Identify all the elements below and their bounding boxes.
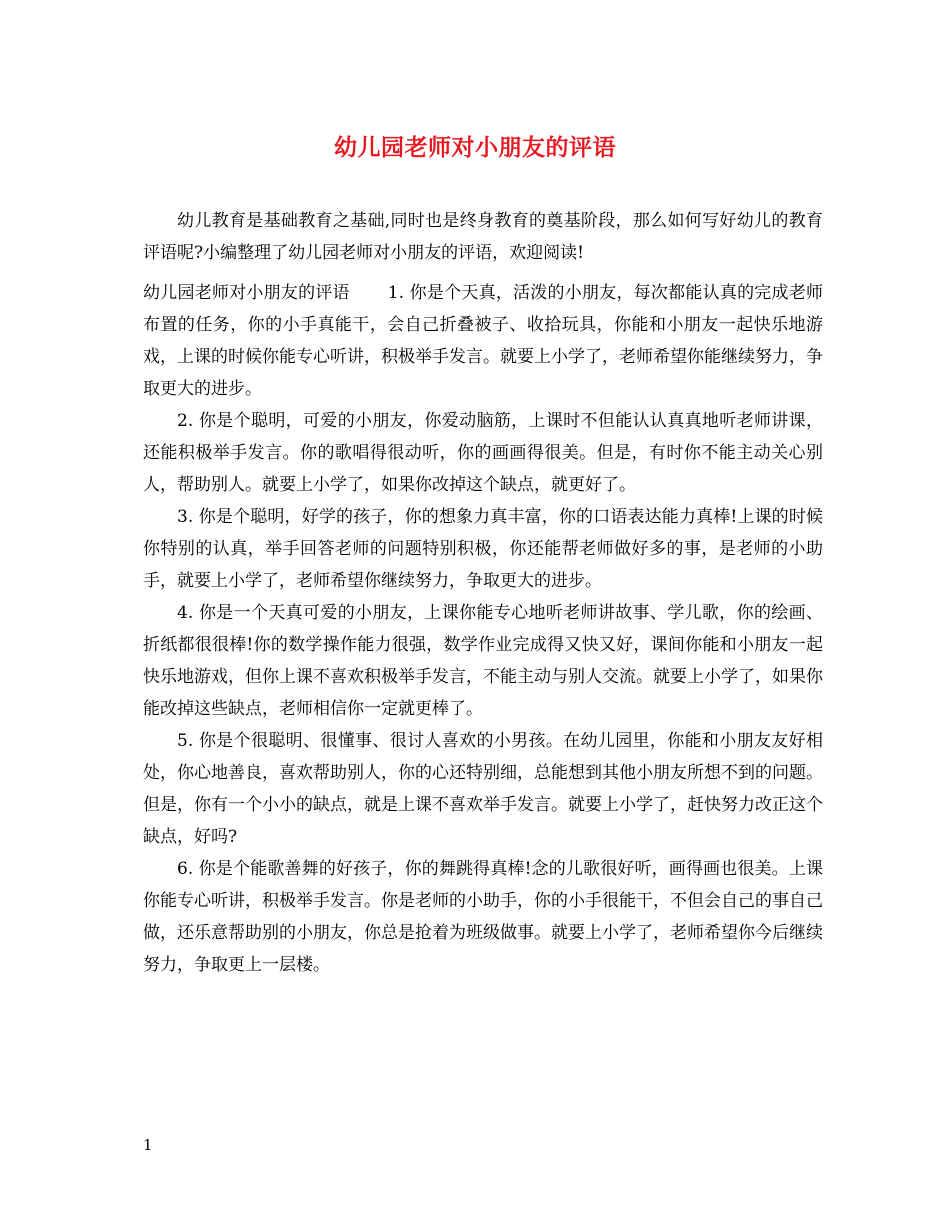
comments-section	[143, 277, 823, 981]
comment-item-3: 3. 你是个聪明，好学的孩子，你的想象力真丰富，你的口语表达能力真棒!上课的时候你特别的认真，举手回答老师的问题特别积极，你还能帮老师做好多的事，是老师的小助手，就要上小学了，老师希望你继续努力，争取更大的进步。	[143, 507, 823, 591]
section-label: 幼儿园老师对小朋友的评语	[143, 283, 350, 303]
document-title: 幼儿园老师对小朋友的评语	[334, 135, 616, 161]
page-number: 1	[143, 1136, 153, 1154]
comment-item-2: 2. 你是个聪明，可爱的小朋友，你爱动脑筋，上课时不但能认认真真地听老师讲课，还能积极举手发言。你的歌唱得很动听，你的画画得很美。但是，有时你不能主动关心别人，帮助别人。就要上小学了，如果你改掉这个缺点，就更好了。	[143, 411, 823, 495]
comment-item-4: 4. 你是一个天真可爱的小朋友，上课你能专心地听老师讲故事、学儿歌，你的绘画、折纸都很很棒!你的数学操作能力很强，数学作业完成得又快又好，课间你能和小朋友一起快乐地游戏，但你上课不喜欢积极举手发言，不能主动与别人交流。就要上小学了，如果你能改掉这些缺点，老师相信你一定就更棒了。	[143, 603, 823, 719]
comment-item-1	[143, 277, 823, 405]
comment-text-1: 1. 你是个天真，活泼的小朋友，每次都能认真的完成老师布置的任务，你的小手真能干，会自己折叠被子、收拾玩具，你能和小朋友一起快乐地游戏，上课的时候你能专心听讲，积极举手发言。就要上小学了，老师希望你能继续努力，争取更大的进步。	[143, 283, 824, 399]
comment-item-6: 6. 你是个能歌善舞的好孩子，你的舞跳得真棒!念的儿歌很好听，画得画也很美。上课你能专心听讲，积极举手发言。你是老师的小助手，你的小手很能干，不但会自己的事自己做，还乐意帮助别的小朋友，你总是抢着为班级做事。就要上小学了，老师希望你今后继续努力，争取更上一层楼。	[143, 859, 823, 975]
intro-text: 幼儿教育是基础教育之基础,同时也是终身教育的奠基阶段，那么如何写好幼儿的教育评语呢?小编整理了幼儿园老师对小朋友的评语，欢迎阅读!	[143, 211, 823, 263]
comment-item-5: 5. 你是个很聪明、很懂事、很讨人喜欢的小男孩。在幼儿园里，你能和小朋友友好相处，你心地善良，喜欢帮助别人，你的心还特别细，总能想到其他小朋友所想不到的问题。但是，你有一个小小的缺点，就是上课不喜欢举手发言。就要上小学了，赶快努力改正这个缺点，好吗?	[143, 731, 823, 847]
intro-paragraph	[143, 205, 823, 269]
